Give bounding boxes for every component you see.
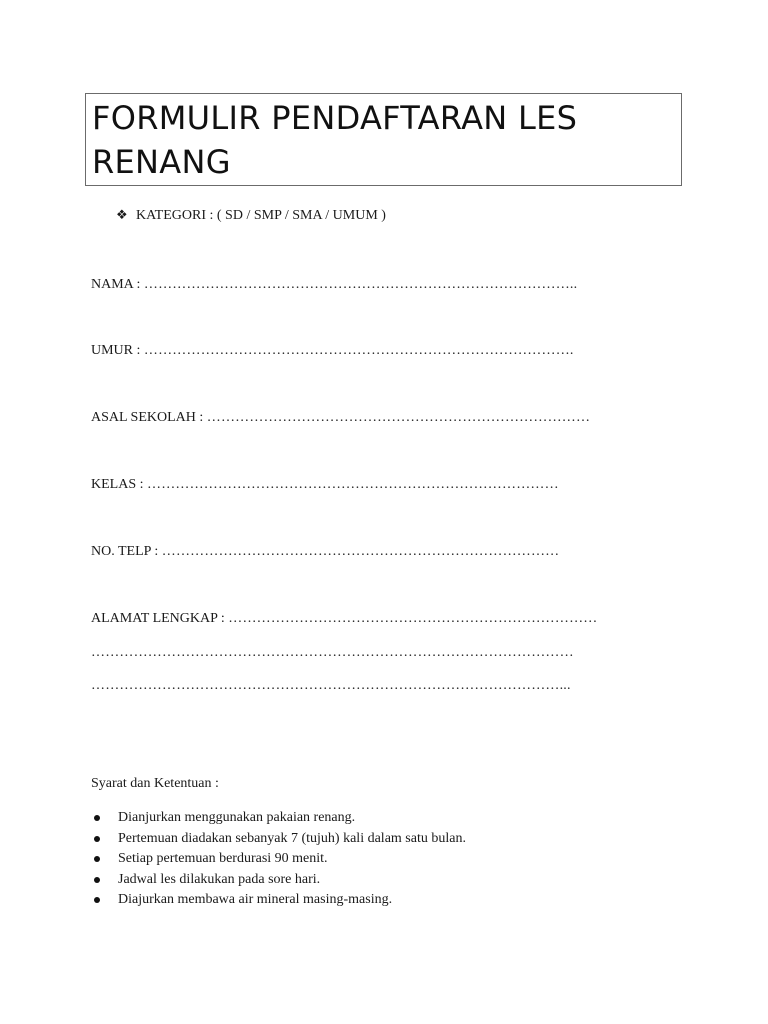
list-item: Diajurkan membawa air mineral masing-masing. bbox=[91, 890, 466, 911]
field-label: ASAL SEKOLAH : bbox=[91, 410, 204, 425]
bullet-dot-icon bbox=[94, 815, 100, 821]
field-label: NAMA : bbox=[91, 277, 141, 292]
terms-heading: Syarat dan Ketentuan : bbox=[91, 776, 219, 791]
bullet-dot-icon bbox=[94, 897, 100, 903]
field-label: KELAS : bbox=[91, 477, 144, 492]
form-title-box bbox=[85, 93, 682, 186]
field-alamat-lengkap[interactable] bbox=[91, 610, 597, 628]
field-blank-line: ……………………………………………………………………………….. bbox=[143, 277, 578, 292]
address-line-2[interactable]: ………………………………………………………………………………………… bbox=[91, 645, 574, 660]
bullet-dot-icon bbox=[94, 877, 100, 883]
list-item: Setiap pertemuan berdurasi 90 menit. bbox=[91, 849, 466, 870]
field-kelas[interactable] bbox=[91, 476, 559, 494]
field-label: UMUR : bbox=[91, 343, 141, 358]
address-line-3[interactable]: ………………………………………………………………………………………... bbox=[91, 678, 571, 693]
kategori-line bbox=[116, 206, 386, 225]
field-blank-line: ………………………………………………………………………………. bbox=[143, 343, 574, 358]
field-blank-line: …………………………………………………………………………… bbox=[147, 477, 559, 492]
field-no-telp[interactable] bbox=[91, 543, 559, 561]
list-item: Pertemuan diadakan sebanyak 7 (tujuh) kali dalam satu bulan. bbox=[91, 829, 466, 850]
list-item: Dianjurkan menggunakan pakaian renang. bbox=[91, 808, 466, 829]
terms-list bbox=[91, 808, 466, 911]
bullet-dot-icon bbox=[94, 856, 100, 862]
field-label: NO. TELP : bbox=[91, 544, 159, 559]
field-asal-sekolah[interactable] bbox=[91, 409, 590, 427]
diamond-bullet-icon: ❖ bbox=[116, 207, 128, 222]
field-nama[interactable] bbox=[91, 276, 577, 294]
field-blank-line: ………………………………………………………………………… bbox=[161, 544, 560, 559]
kategori-text: KATEGORI : ( SD / SMP / SMA / UMUM ) bbox=[136, 208, 386, 223]
field-label: ALAMAT LENGKAP : bbox=[91, 611, 225, 626]
field-blank-line: ……………………………………………………………………… bbox=[206, 410, 591, 425]
list-item: Jadwal les dilakukan pada sore hari. bbox=[91, 870, 466, 891]
field-umur[interactable] bbox=[91, 342, 574, 360]
bullet-dot-icon bbox=[94, 836, 100, 842]
field-blank-line: …………………………………………………………………… bbox=[228, 611, 598, 626]
form-title: FORMULIR PENDAFTARAN LES RENANG bbox=[92, 99, 578, 181]
